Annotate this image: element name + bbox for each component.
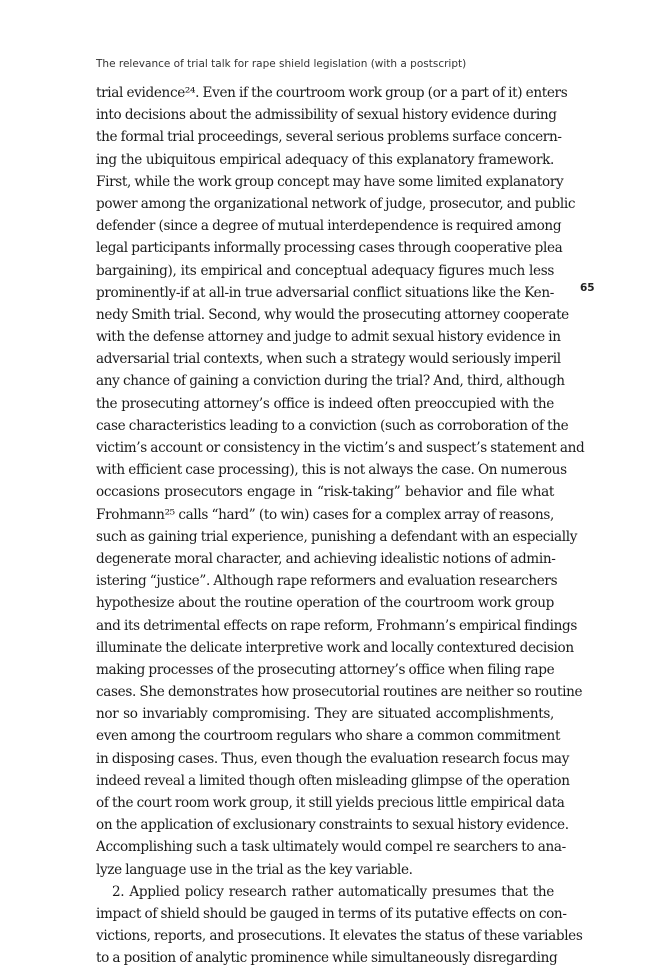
text-line: illuminate the delicate interpretive work and locally contextured decision (96, 639, 574, 656)
text-line: lyze language use in the trial as the key variable. (96, 861, 413, 878)
text-line: 2. Applied policy research rather automatically presumes that the (112, 883, 554, 900)
text-line: such as gaining trial experience, punishing a defendant with an especially (96, 528, 578, 545)
text-line: ing the ubiquitous empirical adequacy of this explanatory framework. (96, 151, 554, 168)
text-line: to a position of analytic prominence while simultaneously disregarding (96, 950, 558, 967)
text-line: First, while the work group concept may have some limited explanatory (96, 173, 564, 190)
text-line: cases. She demonstrates how prosecutorial routines are neither so routine (96, 684, 583, 701)
text-line: of the court room work group, it still yields precious little empirical data (96, 795, 565, 811)
text-line: any chance of gaining a conviction during the trial? And, third, although (96, 373, 565, 390)
text-line: Frohmann²⁵ calls “hard” (to win) cases for a complex array of reasons, (96, 506, 554, 523)
text-line: nor so invariably compromising. They are situated accomplishments, (96, 706, 554, 723)
text-line: with efficient case processing), this is not always the case. On numerous (96, 462, 567, 479)
text-line: into decisions about the admissibility of sexual history evidence during (96, 107, 557, 124)
text-line: case characteristics leading to a conviction (such as corroboration of the (96, 417, 569, 434)
text-line: victions, reports, and prosecutions. It elevates the status of these variables (96, 928, 583, 945)
text-line: even among the courtroom regulars who share a common commitment (96, 728, 561, 745)
text-line: indeed reveal a limited though often misleading glimpse of the operation (96, 772, 570, 789)
text-line: trial evidence²⁴. Even if the courtroom work group (or a part of it) enters (96, 85, 568, 101)
text-line: making processes of the prosecuting attorney’s office when filing rape (96, 661, 555, 678)
text-line: power among the organizational network of judge, prosecutor, and public (96, 195, 576, 212)
text-line: with the defense attorney and judge to admit sexual history evidence in (96, 329, 561, 346)
text-line: hypothesize about the routine operation of the courtroom work group (96, 595, 554, 612)
text-line: bargaining), its empirical and conceptual adequacy figures much less (96, 262, 554, 279)
text-line: the prosecuting attorney’s office is indeed often preoccupied with the (96, 395, 554, 412)
text-line: degenerate moral character, and achieving idealistic notions of admin- (96, 550, 556, 567)
text-line: nedy Smith trial. Second, why would the prosecuting attorney cooperate (96, 306, 569, 323)
body-text (96, 82, 585, 970)
text-line: victim’s account or consistency in the victim’s and suspect’s statement and (96, 440, 585, 456)
text-line: istering “justice”. Although rape reformers and evaluation researchers (96, 573, 558, 590)
text-line: defender (since a degree of mutual interdependence is required among (96, 218, 562, 235)
page-number: 65 (580, 282, 595, 294)
text-line: adversarial trial contexts, when such a strategy would seriously imperil (96, 351, 561, 368)
text-line: impact of shield should be gauged in terms of its putative effects on con- (96, 905, 567, 922)
text-line: in disposing cases. Thus, even though the evaluation research focus may (96, 750, 570, 767)
text-line: the formal trial proceedings, several serious problems surface concern- (96, 129, 562, 146)
running-head: The relevance of trial talk for rape shield legislation (with a postscript) (96, 58, 467, 70)
text-line: occasions prosecutors engage in “risk-taking” behavior and file what (96, 484, 554, 501)
text-line: and its detrimental effects on rape reform, Frohmann’s empirical findings (96, 617, 577, 634)
text-line: prominently-if at all-in true adversarial conflict situations like the Ken- (96, 284, 554, 301)
text-line: legal participants informally processing cases through cooperative plea (96, 240, 563, 257)
text-line: on the application of exclusionary constraints to sexual history evidence. (96, 817, 569, 834)
text-line: Accomplishing such a task ultimately would compel re searchers to ana- (96, 839, 566, 856)
